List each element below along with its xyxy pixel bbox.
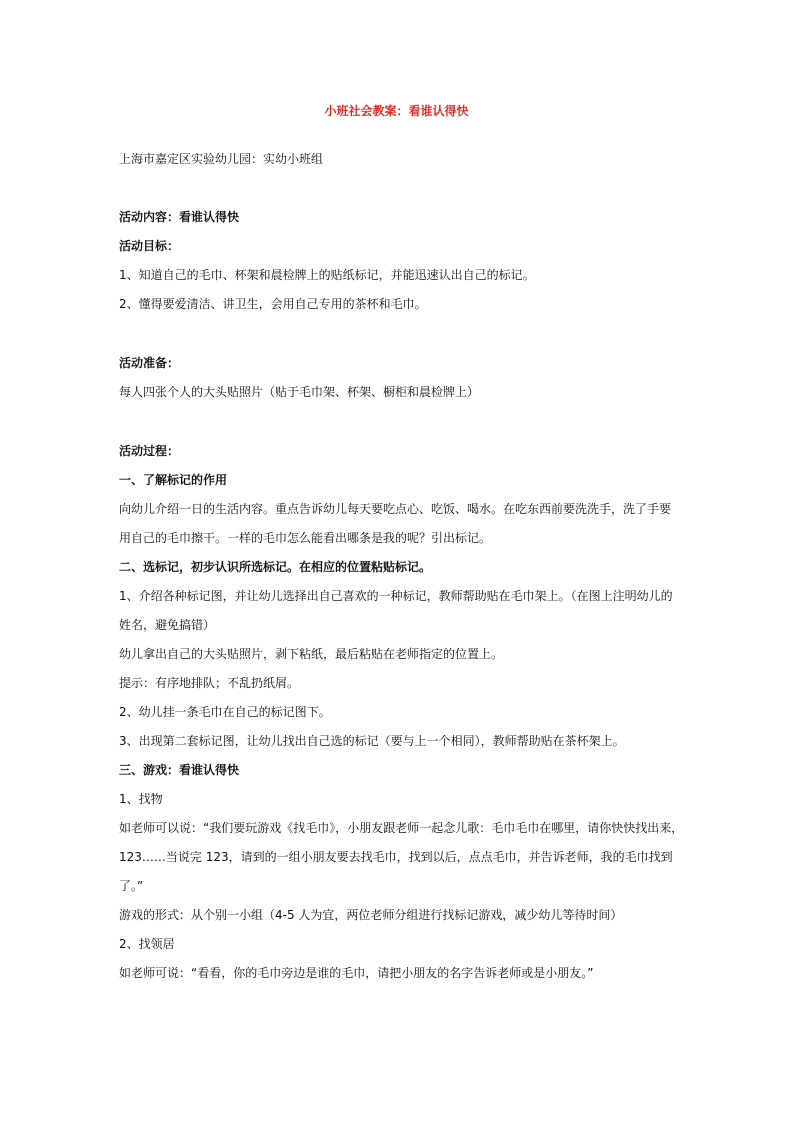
school-line: 上海市嘉定区实验幼儿园：实幼小班组	[119, 152, 324, 166]
activity-process-heading: 活动过程：	[119, 444, 180, 458]
activity-content-heading: 活动内容：看谁认得快	[119, 210, 240, 224]
tip-line: 提示：有序地排队；不乱扔纸屑。	[119, 676, 300, 690]
paragraph-line: 幼儿拿出自己的大头贴照片，剥下粘纸，最后粘贴在老师指定的位置上。	[119, 647, 504, 661]
document-title: 小班社会教案：看谁认得快	[324, 104, 469, 118]
section-2-heading: 二、选标记，初步认识所选标记。在相应的位置粘贴标记。	[119, 560, 432, 574]
section-3-heading: 三、游戏：看谁认得快	[119, 763, 240, 777]
paragraph-line: 姓名，避免搞错）	[119, 618, 216, 632]
paragraph-line: 了。”	[119, 879, 144, 893]
game-format-line: 游戏的形式：从个别一小组（4-5 人为宜，两位老师分组进行找标记游戏，减少幼儿等待时间）	[119, 908, 623, 922]
goal-item-1: 1、知道自己的毛巾、杯架和晨检牌上的贴纸标记，并能迅速认出自己的标记。	[119, 268, 535, 282]
subsection-find-neighbor: 2、找领居	[119, 937, 175, 951]
section-1-heading: 一、了解标记的作用	[119, 473, 228, 487]
paragraph-line: 向幼儿介绍一日的生活内容。重点告诉幼儿每天要吃点心、吃饭、喝水。在吃东西前要洗洗手，洗了手要	[119, 502, 672, 516]
prep-text: 每人四张个人的大头贴照片（贴于毛巾架、杯架、橱柜和晨检牌上）	[119, 385, 480, 399]
activity-goals-heading: 活动目标：	[119, 239, 180, 253]
paragraph-line: 如老师可以说：“我们要玩游戏《找毛巾》，小朋友跟老师一起念儿歌：毛巾毛巾在哪里，请你快快找出来，	[119, 821, 684, 835]
paragraph-line: 3、出现第二套标记图，让幼儿找出自己选的标记（要与上一个相同），教师帮助贴在茶杯架上。	[119, 734, 625, 748]
paragraph-line: 如老师可说：“看看，你的毛巾旁边是谁的毛巾，请把小朋友的名字告诉老师或是小朋友。”	[119, 966, 594, 980]
paragraph-line: 用自己的毛巾擦干。一样的毛巾怎么能看出哪条是我的呢？引出标记。	[119, 531, 492, 545]
subsection-find-items: 1、找物	[119, 792, 163, 806]
paragraph-line: 123……当说完 123，请到的一组小朋友要去找毛巾，找到以后，点点毛巾，并告诉老师，我的毛巾找到	[119, 850, 673, 864]
paragraph-line: 1、介绍各种标记图，并让幼儿选择出自己喜欢的一种标记，教师帮助贴在毛巾架上。（在图上注明幼儿的	[119, 589, 673, 603]
paragraph-line: 2、幼儿挂一条毛巾在自己的标记图下。	[119, 705, 331, 719]
goal-item-2: 2、懂得要爱清洁、讲卫生，会用自己专用的茶杯和毛巾。	[119, 297, 427, 311]
activity-prep-heading: 活动准备：	[119, 356, 180, 370]
